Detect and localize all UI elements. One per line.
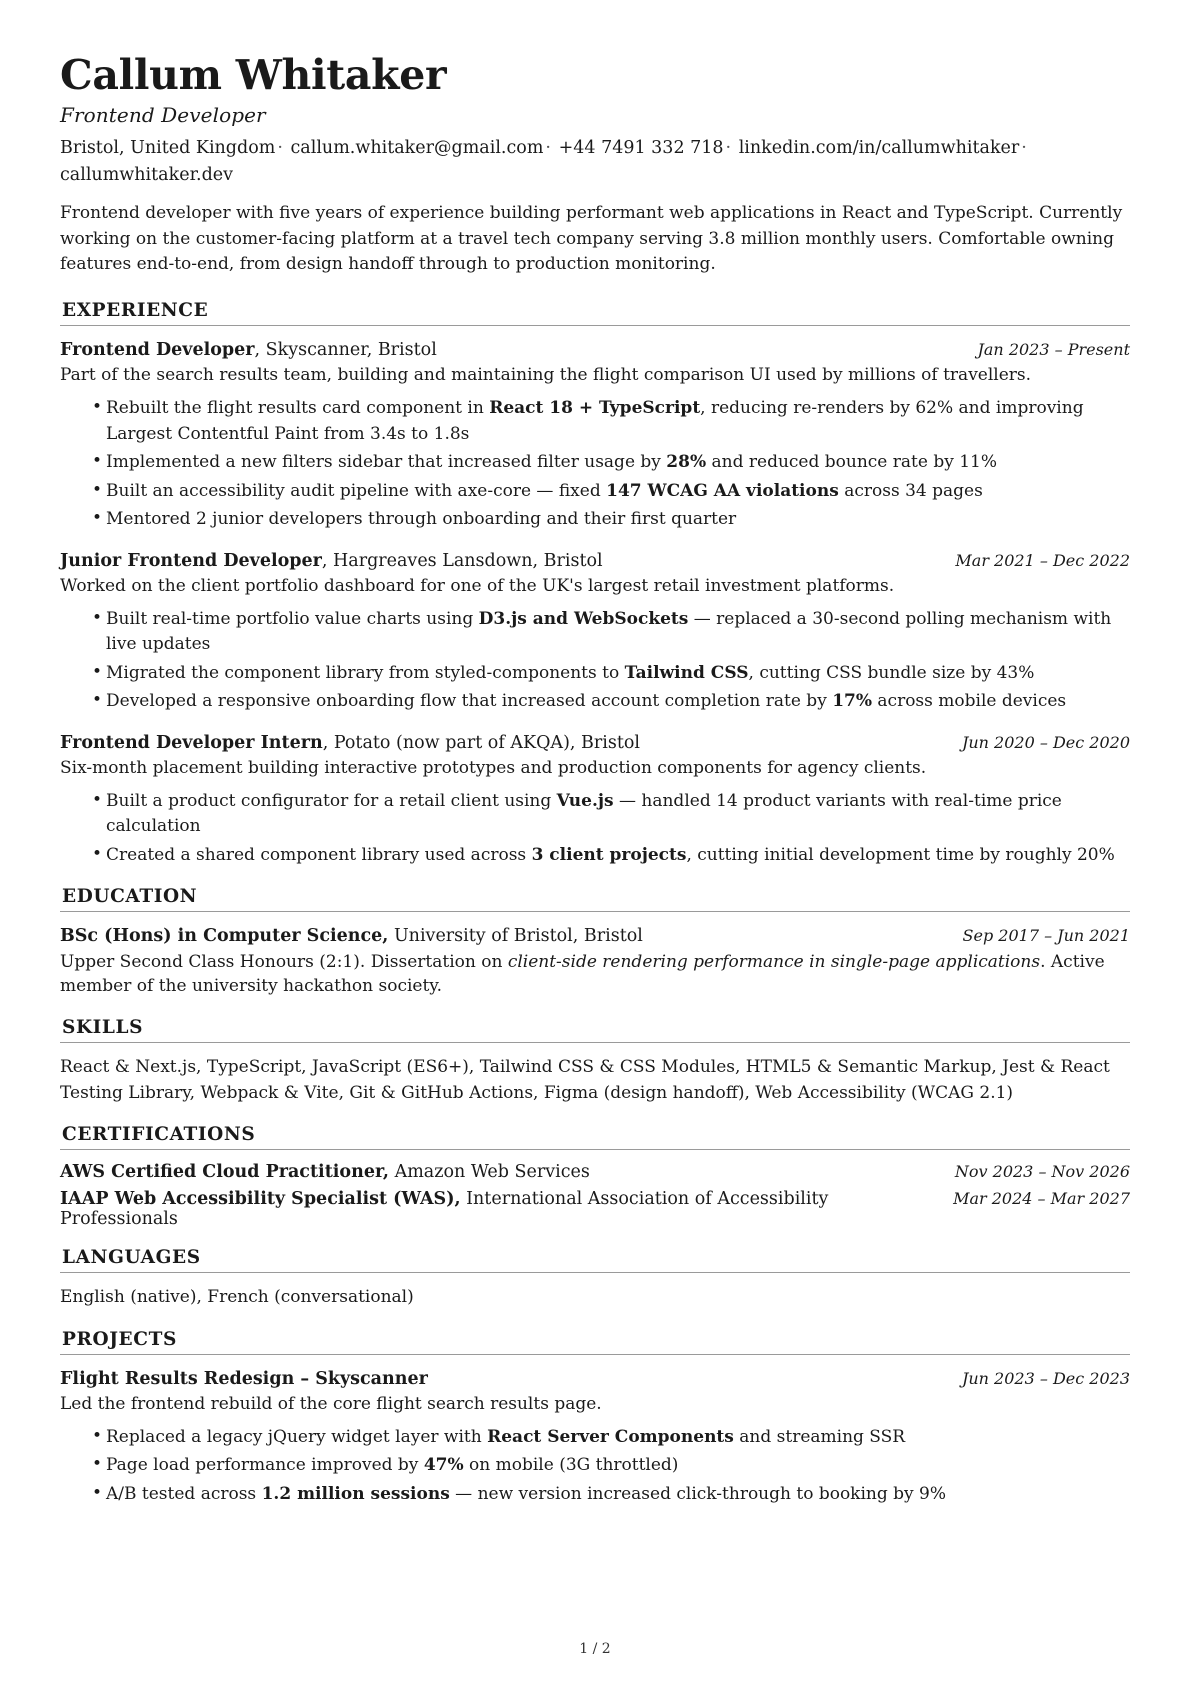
contact-phone: +44 7491 332 718 xyxy=(558,138,724,159)
entry-description: Six-month placement building interactive prototypes and production components for agency clients. xyxy=(60,758,927,779)
entry-description: Led the frontend rebuild of the core flight search results page. xyxy=(60,1394,602,1415)
entry-date: Jun 2020 – Dec 2020 xyxy=(961,732,1130,752)
entry-meta: , Potato (now part of AKQA), Bristol xyxy=(322,732,640,753)
entry-date: Sep 2017 – Jun 2021 xyxy=(962,926,1130,946)
entry-date: Jan 2023 – Present xyxy=(977,339,1130,359)
certification-row xyxy=(60,1189,1130,1229)
entry-title xyxy=(60,731,640,756)
section-divider xyxy=(60,325,1130,326)
entry-role: Frontend Developer Intern xyxy=(60,732,323,753)
section-experience xyxy=(60,300,1130,868)
entry-date: Jun 2023 – Dec 2023 xyxy=(961,1368,1130,1388)
experience-entry xyxy=(60,731,1130,869)
section-education xyxy=(60,886,1130,999)
list-item: • A/B tested across 1.2 million sessions — new version increased click-through to booking by 9% xyxy=(92,1482,1130,1508)
entry-bullets xyxy=(60,396,1130,533)
certification-title xyxy=(60,1162,590,1182)
degree-name: BSc (Hons) in Computer Science, xyxy=(60,926,389,947)
contact-website[interactable]: callumwhitaker.dev xyxy=(60,165,234,186)
entry-title xyxy=(60,924,643,949)
skills-list: React & Next.js, TypeScript, JavaScript (ES6+), Tailwind CSS & CSS Modules, HTML5 & Semantic Markup, Jest & React Testing Library, Webpack & Vite, Git & GitHub Actions, Figma (design handoff), Web Accessibility (WCAG 2.1) xyxy=(60,1057,1110,1103)
section-divider xyxy=(60,911,1130,912)
entry-bullets xyxy=(60,789,1130,869)
list-item: • Built an accessibility audit pipeline with axe-core — fixed 147 WCAG AA violations across 34 pages xyxy=(92,479,1130,505)
entry-title xyxy=(60,1367,428,1392)
job-headline: Frontend Developer xyxy=(60,103,266,128)
entry-bullets xyxy=(60,1425,1130,1508)
contact-line: Bristol, United Kingdom · callum.whitaker@gmail.com · +44 7491 332 718 · linkedin.com/in/callumwhitaker · callumwhitaker.dev xyxy=(60,138,1027,186)
list-item: • Mentored 2 junior developers through onboarding and their first quarter xyxy=(92,507,1130,533)
list-item: • Replaced a legacy jQuery widget layer with React Server Components and streaming SSR xyxy=(92,1425,1130,1451)
entry-description: Worked on the client portfolio dashboard for one of the UK's largest retail investment platforms. xyxy=(60,576,895,597)
entry-description: Upper Second Class Honours (2:1). Dissertation on client-side rendering performance in single-page applications. Active member of the university hackathon society. xyxy=(60,951,1105,997)
entry-title xyxy=(60,549,603,574)
section-divider xyxy=(60,1149,1130,1150)
certification-row xyxy=(60,1162,1130,1182)
entry-role: Junior Frontend Developer xyxy=(60,550,322,571)
list-item: • Developed a responsive onboarding flow that increased account completion rate by 17% across mobile devices xyxy=(92,689,1130,715)
section-divider xyxy=(60,1354,1130,1355)
contact-email[interactable]: callum.whitaker@gmail.com xyxy=(290,138,544,159)
degree-meta: University of Bristol, Bristol xyxy=(388,926,643,947)
section-title-education: EDUCATION xyxy=(62,886,198,908)
section-divider xyxy=(60,1042,1130,1043)
section-skills xyxy=(60,1017,1130,1106)
section-languages xyxy=(60,1247,1130,1311)
experience-entry xyxy=(60,549,1130,715)
entry-date: Mar 2021 – Dec 2022 xyxy=(955,550,1130,570)
entry-header xyxy=(60,924,1130,949)
entry-description: Part of the search results team, building and maintaining the flight comparison UI used by millions of travellers. xyxy=(60,365,1032,386)
certification-issuer: Amazon Web Services xyxy=(389,1162,590,1183)
section-title-skills: SKILLS xyxy=(62,1017,144,1039)
list-item: • Rebuilt the flight results card component in React 18 + TypeScript, reducing re-renders by 62% and improving Largest Contentful Paint from 3.4s to 1.8s xyxy=(92,396,1130,447)
project-entry xyxy=(60,1367,1130,1508)
section-title-experience: EXPERIENCE xyxy=(62,299,209,321)
certification-issuer: International Association of Accessibility Professionals xyxy=(60,1189,829,1230)
entry-title xyxy=(60,338,437,363)
section-projects xyxy=(60,1329,1130,1508)
entry-meta: , Skyscanner, Bristol xyxy=(254,339,437,360)
section-title-projects: PROJECTS xyxy=(62,1328,177,1350)
section-title-certifications: CERTIFICATIONS xyxy=(62,1124,256,1146)
certification-date: Mar 2024 – Mar 2027 xyxy=(953,1189,1130,1209)
list-item: • Implemented a new filters sidebar that increased filter usage by 28% and reduced bounce rate by 11% xyxy=(92,450,1130,476)
contact-linkedin[interactable]: linkedin.com/in/callumwhitaker xyxy=(738,138,1020,159)
list-item: • Built real-time portfolio value charts using D3.js and WebSockets — replaced a 30-second polling mechanism with live updates xyxy=(92,607,1130,658)
certification-name: IAAP Web Accessibility Specialist (WAS), xyxy=(60,1189,461,1210)
entry-header xyxy=(60,731,1130,756)
education-entry xyxy=(60,924,1130,999)
entry-meta: , Hargreaves Lansdown, Bristol xyxy=(321,550,603,571)
page-footer xyxy=(0,1641,1190,1657)
entry-bullets xyxy=(60,607,1130,715)
entry-header xyxy=(60,338,1130,363)
page-title: Callum Whitaker xyxy=(60,51,447,99)
experience-entry xyxy=(60,338,1130,533)
section-divider xyxy=(60,1272,1130,1273)
list-item: • Migrated the component library from styled-components to Tailwind CSS, cutting CSS bundle size by 43% xyxy=(92,661,1130,687)
profile-summary: Frontend developer with five years of experience building performant web applications in React and TypeScript. Currently working on the customer-facing platform at a travel tech company serving 3.8 million monthly users. Comfortable owning features end-to-end, from design handoff through to production monitoring. xyxy=(60,203,1123,275)
entry-role: Frontend Developer xyxy=(60,339,255,360)
section-title-languages: LANGUAGES xyxy=(62,1247,201,1269)
certification-name: AWS Certified Cloud Practitioner, xyxy=(60,1162,389,1183)
languages-list: English (native), French (conversational) xyxy=(60,1287,414,1308)
section-certifications xyxy=(60,1124,1130,1229)
list-item: • Created a shared component library used across 3 client projects, cutting initial development time by roughly 20% xyxy=(92,843,1130,869)
contact-location: Bristol, United Kingdom xyxy=(60,138,276,159)
certification-date: Nov 2023 – Nov 2026 xyxy=(954,1162,1130,1182)
list-item: • Built a product configurator for a retail client using Vue.js — handled 14 product variants with real-time price calculation xyxy=(92,789,1130,840)
list-item: • Page load performance improved by 47% on mobile (3G throttled) xyxy=(92,1453,1130,1479)
page-indicator: 1 / 2 xyxy=(579,1641,611,1657)
entry-header xyxy=(60,1367,1130,1392)
project-name: Flight Results Redesign – Skyscanner xyxy=(60,1368,428,1389)
entry-header xyxy=(60,549,1130,574)
certification-title xyxy=(60,1189,933,1229)
